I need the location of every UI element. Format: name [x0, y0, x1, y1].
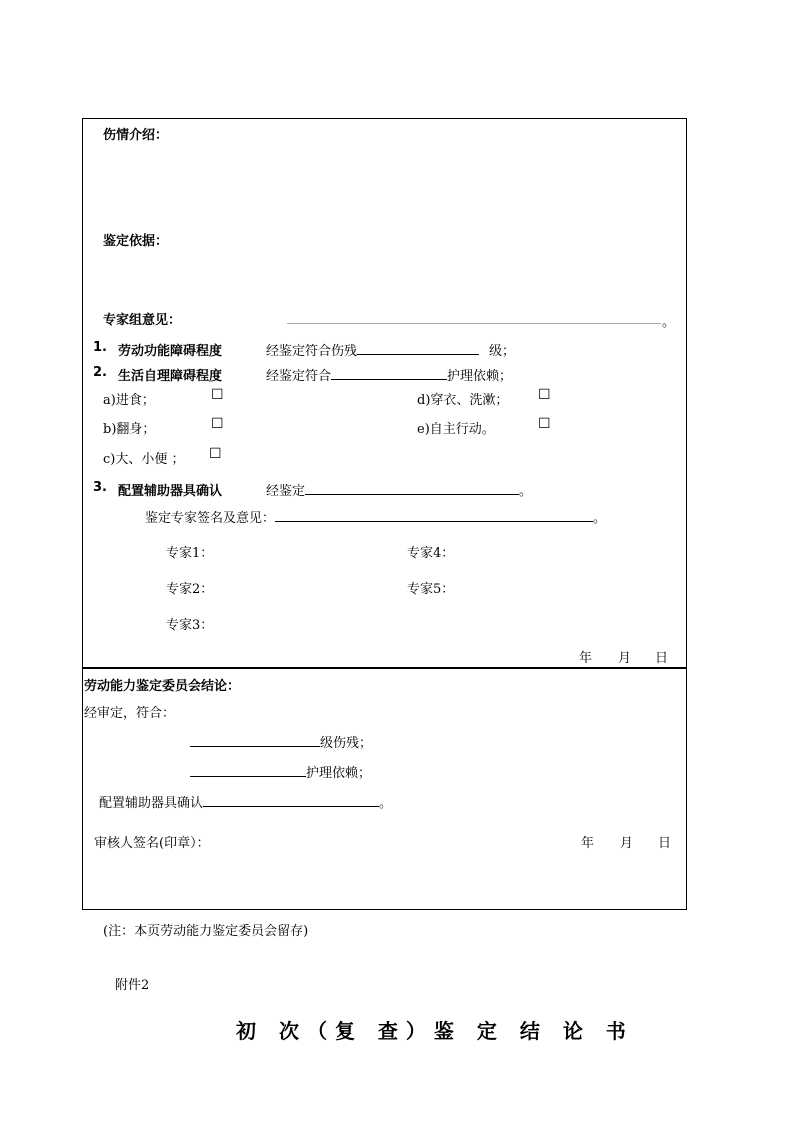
nursing-suffix: 护理依赖； — [306, 766, 372, 781]
reviewed-text: 经审定，符合： — [84, 706, 176, 721]
checkbox-e[interactable]: ☐ — [538, 416, 551, 432]
committee-label: 劳动能力鉴定委员会结论： — [84, 679, 241, 694]
checkbox-b[interactable]: ☐ — [211, 416, 224, 432]
lower-date-year: 年 — [581, 836, 595, 851]
attachment-label: 附件2 — [115, 978, 150, 993]
nursing-dependency-blank[interactable] — [190, 762, 306, 777]
injury-label: 伤情介绍： — [103, 128, 169, 143]
expert-opinion-label: 专家组意见： — [103, 313, 182, 328]
item2-text — [266, 365, 512, 384]
checkbox-d[interactable]: ☐ — [538, 387, 551, 403]
check-label-e: e)自主行动。 — [417, 422, 495, 437]
aid-end: 。 — [379, 796, 393, 811]
expert-3: 专家3： — [166, 618, 214, 633]
check-label-b: b)翻身； — [103, 422, 156, 437]
nursing-line — [190, 762, 371, 781]
expert-1: 专家1： — [166, 546, 214, 561]
nursing-blank[interactable] — [331, 365, 447, 380]
lower-date-month: 月 — [620, 836, 634, 851]
item3-num: 3. — [93, 480, 107, 495]
aid-label: 配置辅助器具确认 — [99, 796, 204, 811]
item3-text — [266, 480, 532, 499]
aid-confirm-blank[interactable] — [203, 792, 379, 807]
check-label-c: c)大、小便 ； — [103, 452, 185, 467]
expert-4: 专家4： — [407, 546, 455, 561]
expert-2: 专家2： — [166, 582, 214, 597]
check-label-d: d)穿衣、洗漱； — [417, 393, 509, 408]
grade-suffix: 级伤残； — [320, 736, 373, 751]
expert-sign-blank[interactable] — [275, 507, 593, 522]
expert-sign-label: 鉴定专家签名及意见： — [145, 511, 276, 526]
item2-label: 生活自理障碍程度 — [118, 369, 223, 384]
basis-label: 鉴定依据： — [103, 234, 169, 249]
aid-device-blank[interactable] — [305, 480, 519, 495]
lower-date-day: 日 — [658, 836, 672, 851]
disability-grade-blank[interactable] — [357, 340, 479, 355]
check-label-a: a)进食； — [103, 393, 155, 408]
expert-sign-end: 。 — [593, 511, 607, 526]
item1-label: 劳动功能障碍程度 — [118, 344, 223, 359]
retention-note: (注：本页劳动能力鉴定委员会留存) — [103, 924, 309, 939]
expert-5: 专家5： — [407, 582, 455, 597]
item2-num: 2. — [93, 365, 107, 380]
checkbox-a[interactable]: ☐ — [211, 387, 224, 403]
item2-suffix: 护理依赖； — [447, 369, 513, 384]
expert-opinion-end: 。 — [662, 315, 676, 330]
expert-opinion-line[interactable] — [287, 323, 661, 324]
upper-date-day: 日 — [655, 651, 669, 666]
item3-text-label: 经鉴定 — [266, 484, 306, 499]
aid-line — [99, 792, 392, 811]
item1-text — [266, 340, 515, 359]
item2-text-label: 经鉴定符合 — [266, 369, 332, 384]
expert-sign-line — [145, 507, 606, 526]
grade-blank[interactable] — [190, 732, 320, 747]
reviewer-label: 审核人签名(印章）： — [94, 836, 210, 851]
document-title: 初 次（复 查）鉴 定 结 论 书 — [236, 1019, 634, 1043]
upper-date-year: 年 — [579, 651, 593, 666]
item1-num: 1. — [93, 340, 107, 355]
grade-line — [190, 732, 372, 751]
item3-label: 配置辅助器具确认 — [118, 484, 223, 499]
upper-date-month: 月 — [618, 651, 632, 666]
item3-end: 。 — [519, 484, 533, 499]
checkbox-c[interactable]: ☐ — [209, 446, 222, 462]
item1-suffix: 级； — [489, 344, 516, 359]
item1-text-label: 经鉴定符合伤残 — [266, 344, 358, 359]
